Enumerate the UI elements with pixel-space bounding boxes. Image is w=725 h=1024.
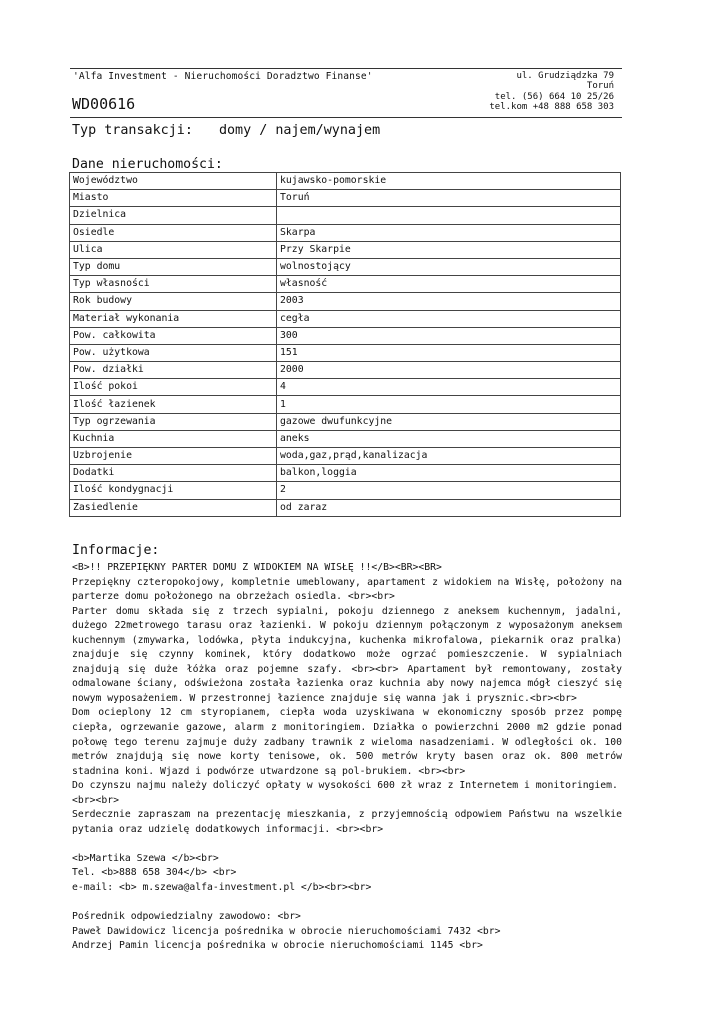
blank-line	[72, 837, 622, 852]
transaction-type	[72, 123, 380, 138]
property-value: 2003	[277, 293, 621, 310]
info-line: dużego 22metrowego tarasu oraz łazienki. W pokoju dziennym połączonym z wyposażonym aneksem	[72, 620, 622, 632]
property-value: od zaraz	[277, 499, 621, 516]
table-row	[70, 413, 621, 430]
property-value: Skarpa	[277, 224, 621, 241]
property-value: 2000	[277, 362, 621, 379]
table-row	[70, 190, 621, 207]
table-row	[70, 430, 621, 447]
table-row	[70, 310, 621, 327]
property-value: własność	[277, 276, 621, 293]
transaction-label: Typ transakcji:	[72, 123, 193, 138]
property-label: Ilość kondygnacji	[70, 482, 277, 499]
property-value: 151	[277, 344, 621, 361]
table-row	[70, 482, 621, 499]
info-line: <br><br>	[72, 794, 119, 806]
property-label: Uzbrojenie	[70, 448, 277, 465]
property-value: aneks	[277, 430, 621, 447]
property-label: Typ domu	[70, 258, 277, 275]
info-line: Andrzej Pamin licencja pośrednika w obrocie nieruchomościami 1145 <br>	[72, 940, 483, 952]
table-row	[70, 344, 621, 361]
property-label: Ilość łazienek	[70, 396, 277, 413]
transaction-value: domy / najem/wynajem	[218, 123, 381, 138]
info-line: stadnina koni. Wjazd i podwórze utwardzone są pol-brukiem. <br><br>	[72, 765, 466, 777]
info-line: pytania oraz udzielę dodatkowych informacji. <br><br>	[72, 823, 384, 835]
property-label: Osiedle	[70, 224, 277, 241]
property-label: Rok budowy	[70, 293, 277, 310]
info-line: Przepiękny czteropokojowy, kompletnie umeblowany, apartament z widokiem na Wisłę, położony na	[72, 576, 622, 588]
info-line: metrów znajdują się nowe korty tenisowe, ok. 500 metrów kryty basen oraz ok. 800 metrów	[72, 751, 622, 763]
property-label: Dodatki	[70, 465, 277, 482]
info-line: parterze domu położonego na obrzeżach osiedla. <br><br>	[72, 591, 395, 603]
address-mobile: tel.kom +48 888 658 303	[489, 102, 614, 113]
table-row	[70, 379, 621, 396]
table-row	[70, 258, 621, 275]
property-heading: Dane nieruchomości:	[72, 157, 223, 172]
table-row	[70, 362, 621, 379]
info-line: znajdują się duże łóżka oraz pojemne szafy. <br><br> Apartament był remontowany, zostały	[72, 663, 622, 675]
property-value: wolnostojący	[277, 258, 621, 275]
property-value: 4	[277, 379, 621, 396]
property-label: Województwo	[70, 173, 277, 190]
property-label: Pow. użytkowa	[70, 344, 277, 361]
company-name: 'Alfa Investment - Nieruchomości Doradztwo Finanse'	[73, 71, 373, 82]
property-value: gazowe dwufunkcyjne	[277, 413, 621, 430]
property-table	[69, 172, 621, 517]
table-row	[70, 327, 621, 344]
top-rule	[70, 68, 622, 69]
property-value: woda,gaz,prąd,kanalizacja	[277, 448, 621, 465]
address-phone: tel. (56) 664 10 25/26	[494, 91, 614, 102]
info-line: Tel. <b>888 658 304</b> <br>	[72, 867, 237, 879]
table-row	[70, 499, 621, 516]
address-street: ul. Grudziądzka 79	[516, 71, 614, 81]
header-bottom-rule	[70, 117, 622, 118]
info-line: Dom ocieplony 12 cm styropianem, ciepła woda uzyskiwana w ekonomiczny sposób przez pompę	[72, 707, 622, 719]
property-label: Pow. całkowita	[70, 327, 277, 344]
info-line: nowym wyposażeniem. W przestronnej łazience znajduje się wanna jak i prysznic.<br><br>	[72, 692, 577, 704]
table-row	[70, 173, 621, 190]
info-line: ciepła, ogrzewanie gazowe, alarm z monitoringiem. Działka o powierzchni 2000 m2 gdzie ponad	[72, 722, 622, 734]
company-address	[489, 71, 614, 113]
property-label: Dzielnica	[70, 207, 277, 224]
property-label: Ulica	[70, 241, 277, 258]
address-city: Toruń	[586, 81, 614, 92]
property-value: cegła	[277, 310, 621, 327]
property-label: Miasto	[70, 190, 277, 207]
property-value: Przy Skarpie	[277, 241, 621, 258]
table-row	[70, 448, 621, 465]
table-row	[70, 207, 621, 224]
table-row	[70, 224, 621, 241]
info-line: połowę tego terenu zajmuje duży zadbany trawnik z wieloma nasadzeniami. W odległości ok. 100	[72, 736, 622, 748]
info-line: znajduje się czynny kominek, który dodatkowo może ogrzać pomieszczenie. W sypialniach	[72, 649, 622, 661]
info-line: odmalowane ściany, odświeżona została łazienka oraz kuchnia aby nowy najemca mógł cieszyć się	[72, 678, 622, 690]
table-row	[70, 241, 621, 258]
property-value: Toruń	[277, 190, 621, 207]
property-value: 2	[277, 482, 621, 499]
table-row	[70, 465, 621, 482]
table-row	[70, 396, 621, 413]
info-line: e-mail: <b> m.szewa@alfa-investment.pl </b><br><br>	[72, 882, 372, 894]
property-value: balkon,loggia	[277, 465, 621, 482]
property-label: Ilość pokoi	[70, 379, 277, 396]
property-label: Kuchnia	[70, 430, 277, 447]
info-line: Paweł Dawidowicz licencja pośrednika w obrocie nieruchomościami 7432 <br>	[72, 925, 501, 937]
property-value: 1	[277, 396, 621, 413]
table-row	[70, 276, 621, 293]
blank-line	[72, 896, 622, 911]
property-value	[277, 207, 621, 224]
info-line: Do czynszu najmu należy doliczyć opłaty w wysokości 600 zł wraz z Internetem i monitoringiem.	[72, 780, 618, 792]
info-line: Parter domu składa się z trzech sypialni, pokoju dziennego z aneksem kuchennym, jadalni,	[72, 605, 622, 617]
property-label: Typ własności	[70, 276, 277, 293]
property-label: Materiał wykonania	[70, 310, 277, 327]
offer-code: WD00616	[72, 95, 136, 113]
info-line: Serdecznie zapraszam na prezentację mieszkania, z przyjemnością odpowiem Państwu na wszelkie	[72, 809, 622, 821]
property-label: Zasiedlenie	[70, 499, 277, 516]
property-value: kujawsko-pomorskie	[277, 173, 621, 190]
info-line: <b>Martika Szewa </b><br>	[72, 852, 219, 864]
info-line: <B>!! PRZEPIĘKNY PARTER DOMU Z WIDOKIEM NA WISŁĘ !!</B><BR><BR>	[72, 562, 442, 573]
info-heading: Informacje:	[72, 543, 160, 558]
info-line: Pośrednik odpowiedzialny zawodowo: <br>	[72, 911, 301, 923]
property-label: Typ ogrzewania	[70, 413, 277, 430]
property-value: 300	[277, 327, 621, 344]
table-row	[70, 293, 621, 310]
info-text	[72, 561, 622, 954]
property-label: Pow. działki	[70, 362, 277, 379]
info-line: kuchennym (zmywarka, lodówka, płyta indukcyjna, kuchenka mikrofalowa, piekarnik oraz pralka)	[72, 634, 622, 646]
